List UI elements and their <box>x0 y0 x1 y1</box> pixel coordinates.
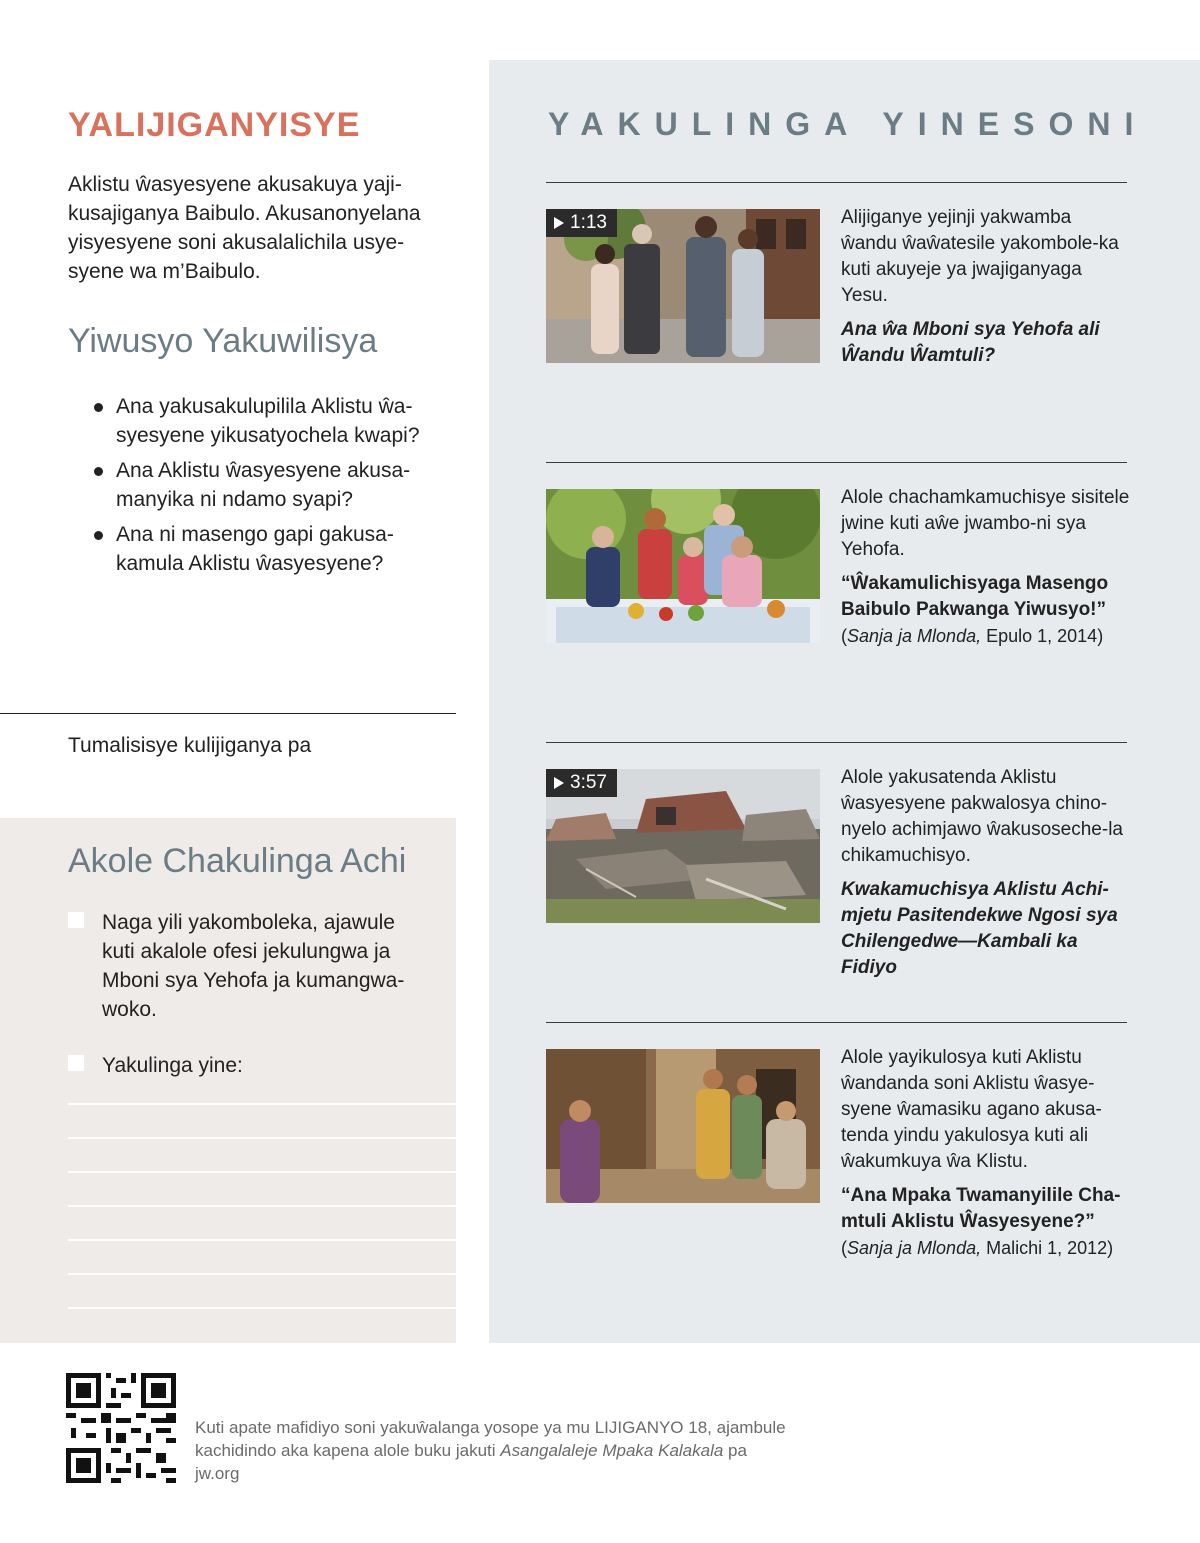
writing-line[interactable] <box>68 1273 456 1275</box>
explore-reference-link[interactable]: “Ana Mpaka Twamanyilile Cha-mtuli Aklistu Ŵasyesyene?” <box>841 1185 1121 1232</box>
explore-item <box>841 765 1131 981</box>
play-icon <box>554 777 564 789</box>
writing-line[interactable] <box>68 1239 456 1241</box>
questions-title: Yiwusyo Yakuwilisya <box>68 322 378 360</box>
footer-text: Kuti apate mafidiyo soni yakuŵalanga yosope ya mu LIJIGANYO 18, ajambule kachidindo aka kapena alole buku jakuti <box>195 1418 786 1460</box>
video-duration-badge <box>546 209 617 237</box>
try-this-title: Akole Chakulinga Achi <box>68 842 407 880</box>
source-publication: Sanja ja Mlonda, <box>847 1238 982 1258</box>
book-title-link[interactable]: Asangalaleje Mpaka Kalakala <box>500 1441 724 1460</box>
explore-source <box>841 623 1131 649</box>
finish-text: Tumalisisye kulijiganya pa <box>68 734 312 757</box>
video-duration: 1:13 <box>570 212 607 233</box>
source-date: Malichi 1, 2012) <box>981 1238 1114 1258</box>
explore-reference-link[interactable]: Ana ŵa Mboni sya Yehofa ali Ŵandu Ŵamtuli? <box>841 319 1100 366</box>
source-date: Epulo 1, 2014) <box>981 626 1104 646</box>
explore-title: YAKULINGA YINESONI <box>548 106 1148 142</box>
review-title: YALIJIGANYISYE <box>68 106 361 144</box>
explore-item <box>841 485 1131 649</box>
explore-description: Alijiganye yejinji yakwamba ŵandu ŵaŵatesile yakombole-ka kuti akuyeje ya jwajiganyaga Yesu. <box>841 207 1119 306</box>
divider <box>546 462 1127 463</box>
disaster-debris-image[interactable] <box>546 769 820 923</box>
writing-line[interactable] <box>68 1171 456 1173</box>
goal-text: Naga yili yakomboleka, ajawule kuti akalole ofesi jekulungwa ja Mboni sya Yehofa ja kumangwa-woko. <box>102 911 405 1021</box>
checkbox-icon[interactable] <box>68 1055 84 1071</box>
divider <box>546 742 1127 743</box>
explore-reference-link[interactable]: Kwakamuchisya Aklistu Achi-mjetu Pasitendekwe Ngosi sya Chilengedwe—Kambali ka Fidiyo <box>841 879 1118 978</box>
try-this-box <box>0 818 456 1343</box>
source-prefix: ( <box>841 1238 847 1258</box>
writing-line[interactable] <box>68 1307 456 1309</box>
explore-reference-link[interactable]: “Ŵakamulichisyaga Masengo Baibulo Pakwanga Yiwusyo!” <box>841 573 1109 620</box>
goal-text: Yakulinga yine: <box>102 1054 243 1077</box>
explore-description: Alole chachamkamuchisye sisitele jwine kuti aŵe jwambo-ni sya Yehofa. <box>841 487 1130 560</box>
qr-code-icon[interactable] <box>66 1373 176 1483</box>
review-text: Aklistu ŵasyesyene akusakuya yaji-kusajiganya Baibulo. Akusanonyelana yisyesyene soni akusalalichila usye-syene wa m’Baibulo. <box>68 173 421 283</box>
video-duration-badge <box>546 769 617 797</box>
question-item: Ana ni masengo gapi gakusa-kamula Aklistu ŵasyesyene? <box>90 520 450 578</box>
family-meal-image[interactable] <box>546 489 820 643</box>
play-icon <box>554 217 564 229</box>
explore-description: Alole yakusatenda Aklistu ŵasyesyene pakwalosya chino-nyelo achimjawo ŵakusoseche-la chikamuchisyo. <box>841 767 1123 866</box>
divider <box>546 182 1127 183</box>
question-item: Ana yakusakulupilila Aklistu ŵa-syesyene yikusatyochela kwapi? <box>90 392 450 450</box>
divider <box>0 713 456 714</box>
writing-line[interactable] <box>68 1137 456 1139</box>
source-publication: Sanja ja Mlonda, <box>847 626 982 646</box>
explore-item <box>841 205 1131 369</box>
explore-source <box>841 1235 1131 1261</box>
writing-line[interactable] <box>68 1205 456 1207</box>
video-duration: 3:57 <box>570 772 607 793</box>
street-conversation-image[interactable] <box>546 209 820 363</box>
footer-text: pa jw.org <box>195 1441 747 1483</box>
footer-note <box>195 1416 795 1485</box>
divider <box>546 1022 1127 1023</box>
checkbox-icon[interactable] <box>68 912 84 928</box>
questions-list <box>90 392 450 584</box>
writing-line[interactable] <box>68 1103 456 1105</box>
source-prefix: ( <box>841 626 847 646</box>
explore-description: Alole yayikulosya kuti Aklistu ŵandanda soni Aklistu ŵasye-syene ŵamasiku agano akusa-tenda yindu yakulosya kuti ali ŵakumkuya ŵa Klistu. <box>841 1047 1102 1172</box>
explore-item <box>841 1045 1131 1261</box>
question-item: Ana Aklistu ŵasyesyene akusa-manyika ni ndamo syapi? <box>90 456 450 514</box>
first-century-christians-image[interactable] <box>546 1049 820 1203</box>
